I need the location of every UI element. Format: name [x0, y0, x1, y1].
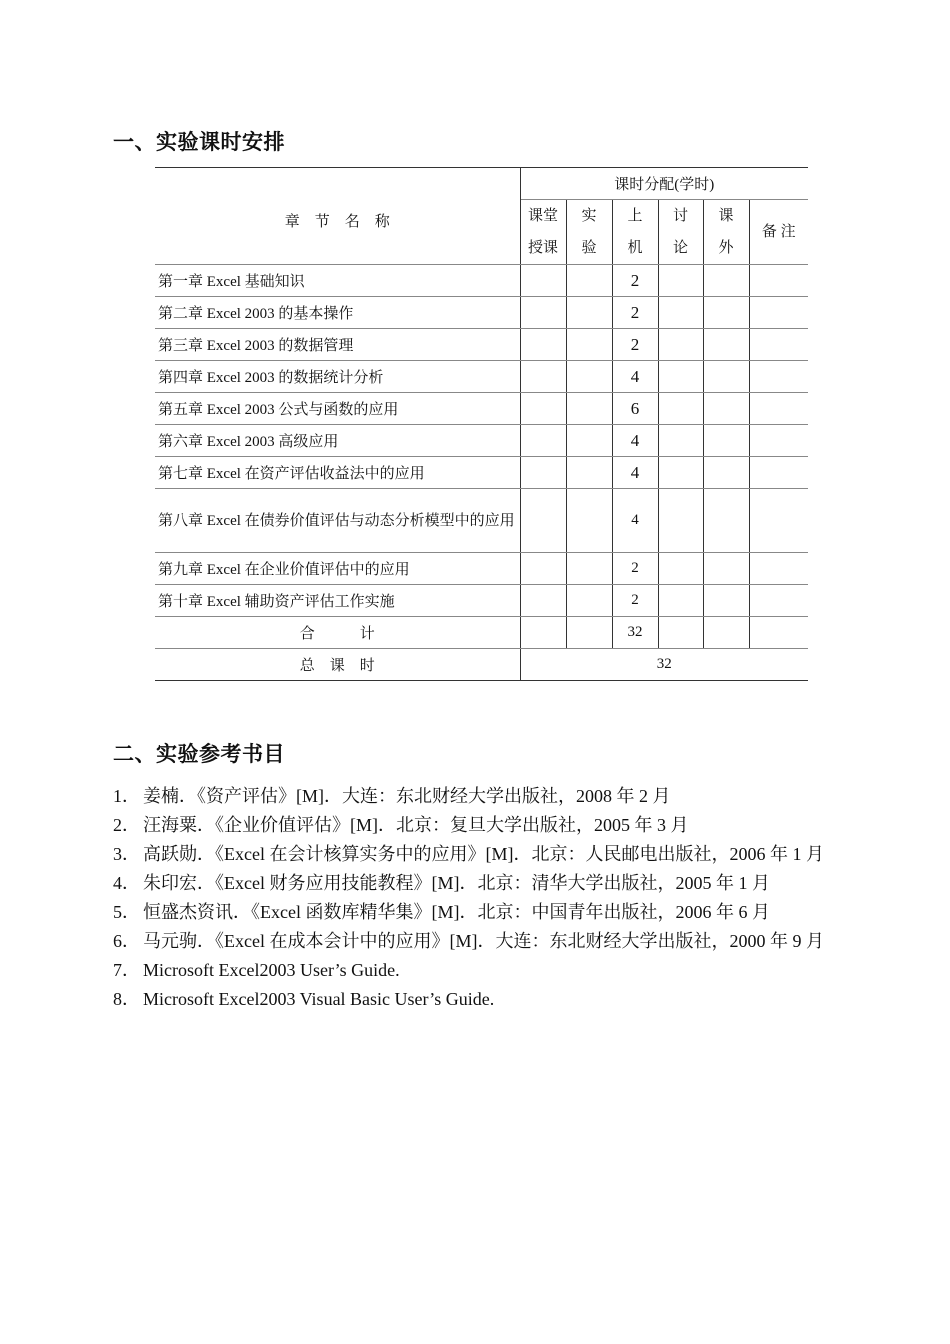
subtotal-value: 32: [612, 617, 658, 649]
total-row: [155, 649, 808, 681]
list-item: 3． 高跃勋．《Excel 在会计核算实务中的应用》[M]．北京：人民邮电出版社，2006 年 1 月: [113, 844, 824, 864]
table-row: 第九章 Excel 在企业价值评估中的应用 2: [155, 553, 808, 585]
list-item: 8． Microsoft Excel2003 Visual Basic User’s Guide.: [113, 989, 495, 1009]
schedule-table: [155, 167, 808, 681]
subtotal-label: 合 计: [155, 617, 520, 649]
table-row: 第十章 Excel 辅助资产评估工作实施 2: [155, 585, 808, 617]
section-title-schedule: 一、实验课时安排: [113, 130, 285, 154]
table-row: 第八章 Excel 在债券价值评估与动态分析模型中的应用 4: [155, 489, 808, 553]
subtotal-row: [155, 617, 808, 649]
list-item: 6． 马元驹．《Excel 在成本会计中的应用》[M]．大连：东北财经大学出版社，2000 年 9 月: [113, 931, 824, 951]
section-title-references: 二、实验参考书目: [113, 742, 285, 766]
table-row: 第三章 Excel 2003 的数据管理 2: [155, 329, 808, 361]
header-chapter-name: 章 节 名 称: [155, 168, 520, 265]
list-item: 5． 恒盛杰资讯．《Excel 函数库精华集》[M]．北京：中国青年出版社，2006 年 6 月: [113, 902, 770, 922]
table-row: 第二章 Excel 2003 的基本操作 2: [155, 297, 808, 329]
list-item: 4． 朱印宏．《Excel 财务应用技能教程》[M]．北京：清华大学出版社，2005 年 1 月: [113, 873, 770, 893]
list-item: 2． 汪海粟．《企业价值评估》[M]．北京：复旦大学出版社，2005 年 3 月: [113, 815, 689, 835]
table-row: 第四章 Excel 2003 的数据统计分析 4: [155, 361, 808, 393]
header-extracurricular: 课 外: [703, 200, 749, 265]
list-item: 1． 姜楠．《资产评估》[M]．大连：东北财经大学出版社，2008 年 2 月: [113, 786, 671, 806]
total-value: 32: [520, 649, 808, 681]
header-computer: 上 机: [612, 200, 658, 265]
table-row: 第一章 Excel 基础知识 2: [155, 265, 808, 297]
header-lecture: 课堂 授课: [520, 200, 566, 265]
total-label: 总 课 时: [155, 649, 520, 681]
list-item: 7． Microsoft Excel2003 User’s Guide.: [113, 960, 400, 980]
header-hours-allocation: 课时分配(学时): [520, 168, 808, 200]
reference-list: [113, 782, 843, 1014]
header-discussion: 讨 论: [658, 200, 703, 265]
table-row: 第七章 Excel 在资产评估收益法中的应用 4: [155, 457, 808, 489]
header-experiment: 实 验: [566, 200, 612, 265]
table-row: 第五章 Excel 2003 公式与函数的应用 6: [155, 393, 808, 425]
header-remarks: 备 注: [749, 200, 808, 265]
table-row: 第六章 Excel 2003 高级应用 4: [155, 425, 808, 457]
